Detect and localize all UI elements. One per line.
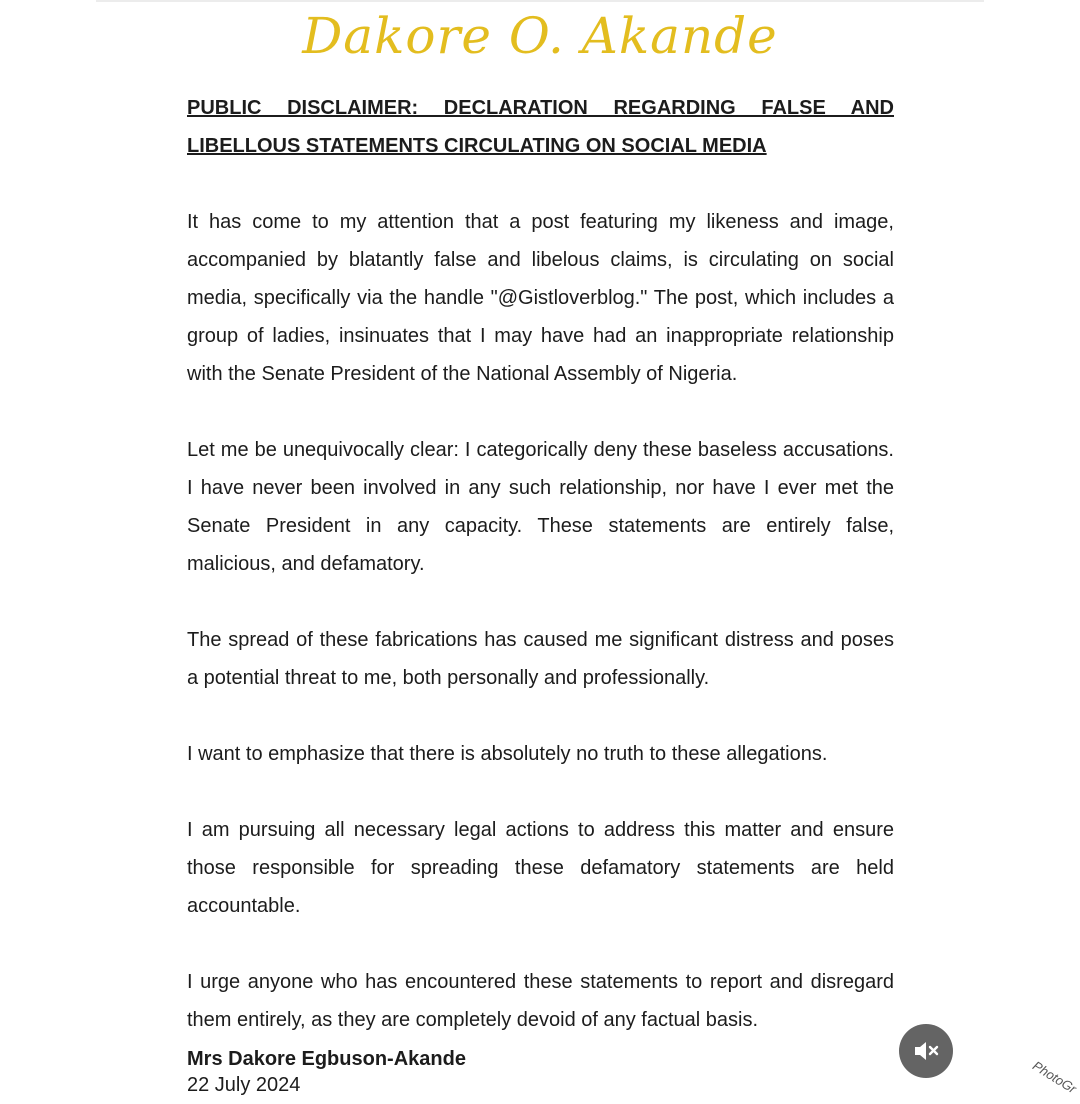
document-body [187,89,894,1039]
letterhead-name: Dakore O. Akande [302,7,778,65]
paragraph-1: It has come to my attention that a post featuring my likeness and image, accompanied by blatantly false and libelous claims, is circulating on social media, specifically via the handle "@Gistloverblog." The post, which includes a group of ladies, insinuates that I may have had an inappropriate relationship with the Senate President of the National Assembly of Nigeria. [187,211,894,385]
top-divider [96,0,984,2]
paragraph-5: I am pursuing all necessary legal actions to address this matter and ensure those responsible for spreading these defamatory statements are held accountable. [187,819,894,917]
watermark-text: PhotoGr [1030,1058,1080,1097]
paragraph-2: Let me be unequivocally clear: I categorically deny these baseless accusations. I have never been involved in any such relationship, nor have I ever met the Senate President in any capacity. These statements are entirely false, malicious, and defamatory. [187,439,894,575]
paragraph-3: The spread of these fabrications has caused me significant distress and poses a potential threat to me, both personally and professionally. [187,629,894,689]
signature-name: Mrs Dakore Egbuson-Akande [187,1048,466,1070]
paragraph-4: I want to emphasize that there is absolutely no truth to these allegations. [187,743,828,765]
signature-date: 22 July 2024 [187,1074,301,1096]
paragraph-6: I urge anyone who has encountered these statements to report and disregard them entirely, as they are completely devoid of any factual basis. [187,971,894,1031]
speaker-muted-icon [913,1040,939,1062]
mute-button[interactable] [899,1024,953,1078]
document-heading: PUBLIC DISCLAIMER: DECLARATION REGARDING FALSE AND LIBELLOUS STATEMENTS CIRCULATING ON SOCIAL MEDIA [187,97,894,157]
